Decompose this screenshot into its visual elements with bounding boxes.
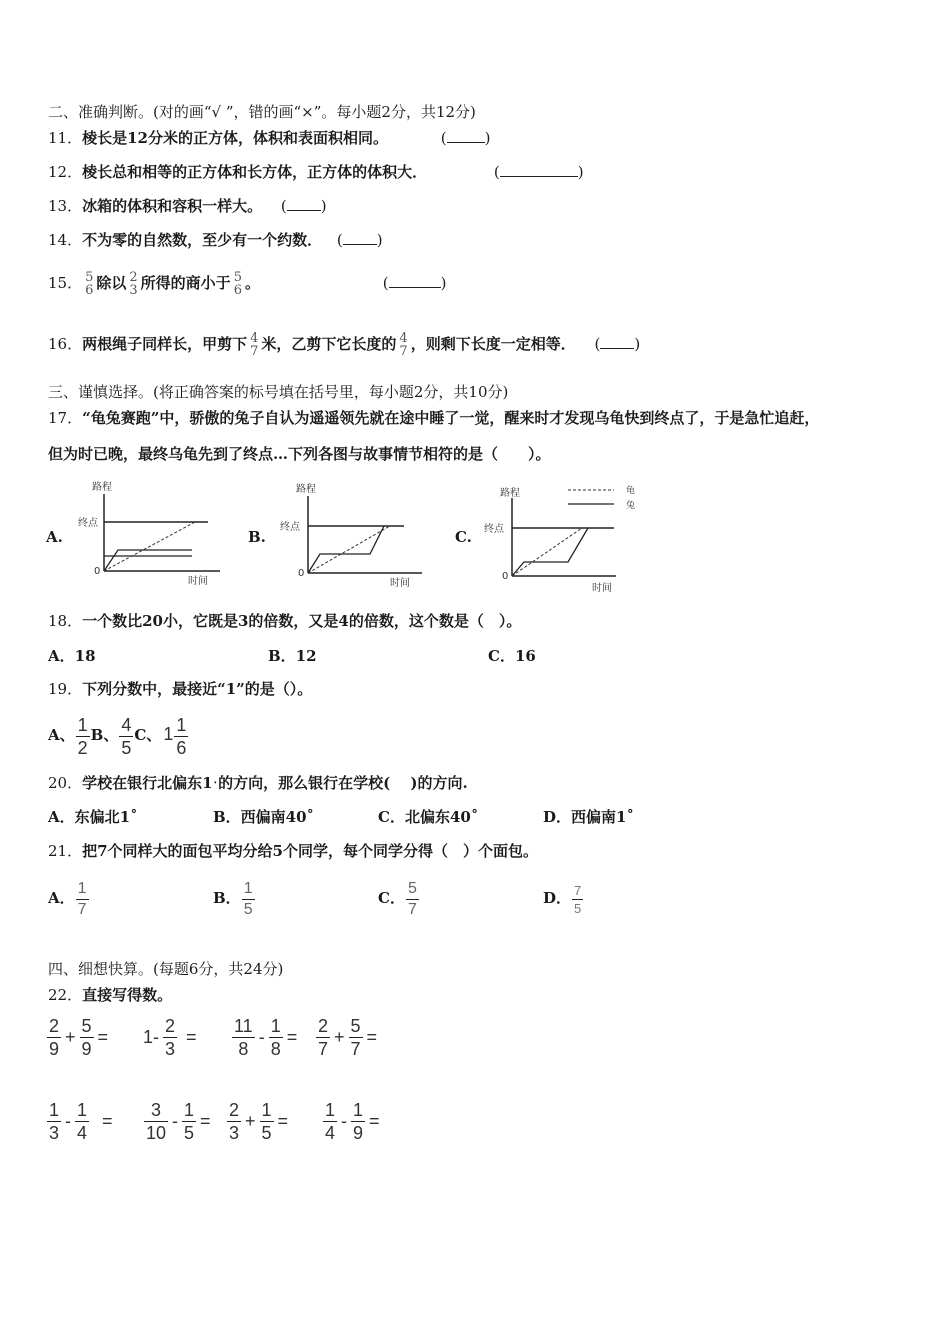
question-number: 13．: [48, 197, 83, 215]
option-a[interactable]: A、: [48, 726, 75, 744]
operator: +: [65, 1027, 76, 1047]
fraction: $\frac{1}{5}$: [261, 1100, 272, 1143]
paren-open: (: [594, 335, 601, 353]
paren-open: (: [440, 129, 447, 147]
rabbit-line: [512, 528, 588, 576]
question-number: 16．: [48, 335, 83, 353]
paren-close: ): [634, 335, 641, 353]
option-c[interactable]: C．16: [488, 647, 536, 665]
answer-blank[interactable]: [389, 275, 441, 288]
operator: +: [334, 1027, 345, 1047]
fraction: $\frac{5}{7}$: [350, 1016, 361, 1059]
paren-close: ): [484, 129, 491, 147]
x-axis-label: 时间: [592, 583, 612, 594]
option-d[interactable]: D．西偏南1˚: [543, 808, 634, 826]
question-number: 22．: [48, 986, 83, 1004]
whole-number: 1: [163, 724, 174, 744]
paren-close: ): [577, 163, 584, 181]
paren-close: ): [440, 274, 447, 292]
operator: -: [65, 1111, 72, 1131]
fraction: $\frac{1}{5}$: [184, 1100, 195, 1143]
option-d[interactable]: D． $\frac{7}{5}$: [543, 882, 582, 916]
fraction: 2 3: [129, 270, 138, 298]
fraction: 5 6: [233, 270, 242, 298]
equals-sign: =: [200, 1111, 211, 1131]
calc-item: [226, 1101, 291, 1142]
y-axis-label: 路程: [92, 482, 112, 493]
question-11: [48, 128, 490, 148]
fraction: $\frac{2}{3}$: [165, 1016, 176, 1059]
question-text: 米，乙剪下它长度的: [261, 335, 397, 353]
operator: -: [341, 1111, 348, 1131]
fraction: $\frac{4}{5}$: [121, 714, 132, 758]
question-15: [48, 263, 446, 303]
question-text: ，则剩下长度一定相等．: [410, 335, 576, 353]
calc-item: [322, 1101, 383, 1142]
equals-sign: =: [186, 1027, 197, 1047]
calc-item: [315, 1017, 380, 1058]
finish-label: 终点: [280, 522, 300, 533]
option-b-label[interactable]: B.: [248, 528, 266, 546]
option-c[interactable]: C． $\frac{5}{7}$: [378, 879, 417, 918]
tortoise-line: [512, 528, 582, 576]
option-b[interactable]: B．西偏南40˚: [213, 808, 315, 826]
fraction: $\frac{11}{8}$: [234, 1016, 253, 1059]
calc-item: [143, 1017, 200, 1058]
graph-a: [70, 476, 230, 588]
question-12: [48, 162, 584, 182]
y-axis-label: 路程: [500, 488, 520, 499]
origin-label: 0: [94, 566, 101, 577]
question-text: 所得的商小于: [140, 274, 231, 292]
fraction: $\frac{1}{7}$: [77, 879, 87, 918]
question-18: [48, 611, 521, 631]
question-22: [48, 985, 172, 1005]
option-a[interactable]: A．18: [48, 647, 96, 665]
equals-sign: =: [277, 1111, 289, 1131]
paren-close: ): [376, 231, 383, 249]
operator: -: [258, 1027, 265, 1047]
question-number: 19．: [48, 680, 83, 698]
graph-c: [476, 478, 646, 596]
option-c[interactable]: C．北偏东40˚: [378, 808, 479, 826]
question-text: 冰箱的体积和容积一样大。: [82, 197, 263, 215]
paren-open: (: [382, 274, 389, 292]
graph-b: [272, 478, 432, 590]
question-number: 21．: [48, 842, 83, 860]
finish-label: 终点: [78, 518, 98, 529]
operator: +: [245, 1111, 256, 1131]
option-a[interactable]: A．东偏北1˚: [48, 808, 138, 826]
fraction: $\frac{1}{4}$: [325, 1100, 336, 1143]
answer-blank[interactable]: [287, 198, 321, 211]
question-text: 。: [244, 274, 260, 292]
question-number: 18．: [48, 612, 83, 630]
option-a[interactable]: A． $\frac{1}{7}$: [48, 879, 87, 918]
fraction: $\frac{1}{9}$: [353, 1100, 364, 1143]
question-text: 两根绳子同样长，甲剪下: [82, 335, 248, 353]
paren-open: (: [280, 197, 287, 215]
question-16: [48, 322, 640, 366]
fraction: $\frac{1}{2}$: [77, 714, 88, 758]
calc-item: [143, 1101, 214, 1142]
fraction: $\frac{1}{8}$: [270, 1016, 281, 1059]
question-19: [48, 679, 312, 699]
question-19-options: [48, 714, 189, 757]
calc-item: [46, 1101, 116, 1142]
question-text: 棱长是12分米的正方体，体积和表面积相同。: [82, 129, 388, 147]
question-number: 11．: [48, 129, 83, 147]
option-a-label[interactable]: A.: [46, 528, 63, 546]
fraction: $\frac{5}{7}$: [407, 879, 417, 918]
section-2-heading: 二、准确判断。(对的画“√ ”，错的画“×”。每小题2分，共12分): [48, 103, 476, 121]
fraction: $\frac{2}{9}$: [49, 1016, 60, 1059]
question-text: 直接写得数。: [82, 986, 173, 1004]
question-text: 不为零的自然数，至少有一个约数．: [82, 231, 323, 249]
equals-sign: =: [102, 1111, 113, 1131]
question-number: 12．: [48, 163, 83, 181]
tortoise-line: [308, 526, 390, 573]
fraction: 4 7: [399, 331, 408, 359]
fraction: $\frac{5}{9}$: [81, 1016, 92, 1059]
option-b[interactable]: B．12: [268, 647, 317, 665]
option-c-label[interactable]: C.: [455, 528, 472, 546]
tortoise-line: [104, 522, 195, 571]
fraction: 5 6: [85, 270, 94, 298]
fraction: $\frac{1}{5}$: [243, 879, 253, 918]
finish-label: 终点: [484, 524, 504, 535]
fraction: 4 7: [250, 331, 259, 359]
equals-sign: =: [286, 1027, 298, 1047]
section-4-heading: 四、细想快算。(每题6分，共24分): [48, 960, 284, 978]
fraction: $\frac{2}{3}$: [229, 1100, 240, 1143]
calc-item: [231, 1017, 300, 1058]
option-c[interactable]: C、: [134, 726, 162, 744]
option-b[interactable]: B． $\frac{1}{5}$: [213, 879, 253, 918]
rabbit-line: [308, 526, 384, 573]
y-axis-label: 路程: [296, 484, 316, 495]
question-text: 把7个同样大的面包平均分给5个同学，每个同学分得（ ）个面包。: [82, 842, 538, 860]
fraction: $\frac{3}{10}$: [146, 1100, 167, 1143]
answer-blank[interactable]: [600, 336, 634, 349]
equals-sign: =: [366, 1027, 378, 1047]
fraction: $\frac{2}{7}$: [318, 1016, 329, 1059]
fraction: $\frac{1}{6}$: [176, 714, 187, 758]
question-20: [48, 773, 468, 793]
x-axis-label: 时间: [390, 578, 410, 589]
answer-blank[interactable]: [343, 232, 377, 245]
legend-rabbit: 兔: [626, 501, 636, 511]
rabbit-line: [104, 550, 192, 571]
operator: -: [172, 1111, 179, 1131]
question-number: 15．: [48, 274, 83, 292]
question-text: 除以: [96, 274, 127, 292]
question-17-line-1: [48, 408, 819, 428]
whole-number: 1-: [143, 1027, 160, 1047]
answer-blank[interactable]: [500, 164, 578, 177]
fraction: $\frac{7}{5}$: [574, 882, 582, 916]
question-number: 20．: [48, 774, 83, 792]
question-text: 学校在银行北偏东1ˑ的方向，那么银行在学校( )的方向.: [82, 774, 468, 792]
question-text: “龟兔赛跑”中，骄傲的兔子自认为遥遥领先就在途中睡了一觉，醒来时才发现乌龟快到终点了，于是急忙追赶，: [82, 409, 820, 427]
question-text: 下列分数中，最接近“1”的是（）。: [82, 680, 313, 698]
origin-label: 0: [502, 571, 509, 582]
fraction: $\frac{1}{3}$: [49, 1100, 60, 1143]
section-3-heading: 三、谨慎选择。(将正确答案的标号填在括号里，每小题2分，共10分): [48, 383, 509, 401]
x-axis-label: 时间: [188, 576, 208, 587]
question-17-line-2: 但为时已晚，最终乌龟先到了终点…下列各图与故事情节相符的是（ ）。: [48, 445, 551, 463]
question-text: 棱长总和相等的正方体和长方体，正方体的体积大．: [82, 163, 428, 181]
fraction: $\frac{1}{4}$: [77, 1100, 88, 1143]
question-14: [48, 230, 383, 250]
question-number: 14．: [48, 231, 83, 249]
option-b[interactable]: B、: [90, 726, 119, 744]
question-text: 一个数比20小，它既是3的倍数，又是4的倍数，这个数是（ ）。: [82, 612, 522, 630]
question-21: [48, 841, 538, 861]
paren-open: (: [493, 163, 500, 181]
answer-blank[interactable]: [447, 130, 485, 143]
question-13: [48, 196, 327, 216]
paren-close: ): [320, 197, 327, 215]
calc-item: [46, 1017, 111, 1058]
origin-label: 0: [298, 568, 305, 579]
legend-tortoise: 龟: [626, 486, 636, 496]
equals-sign: =: [97, 1027, 109, 1047]
equals-sign: =: [369, 1111, 380, 1131]
paren-open: (: [336, 231, 343, 249]
question-number: 17．: [48, 409, 83, 427]
